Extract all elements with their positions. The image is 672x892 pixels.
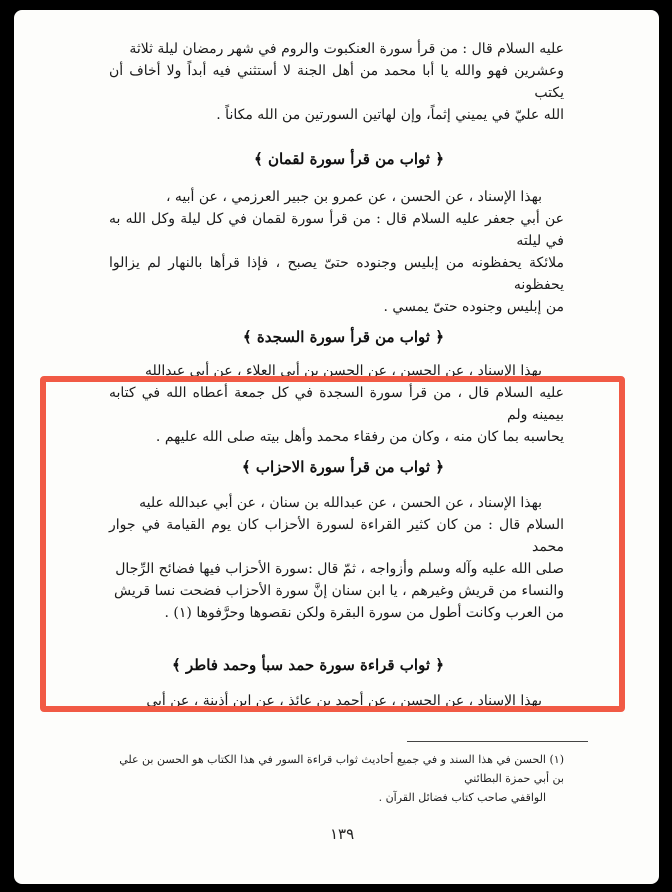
text-line: وعشرين فهو والله يا أبا محمد من أهل الجنة لا أستثني فيه أبداً ولا أخاف أن يكتب [109,63,564,101]
intro-paragraph [109,38,564,126]
text-line: عن أبي جعفر عليه السلام قال : من قرأ سورة لقمان في كل ليلة وكل الله به في ليلته [109,211,564,249]
text-line: والنساء من قريش وغيرهم ، يا ابن سنان إنَّ سورة الأحزاب فضحت نسا قريش [114,583,564,599]
page-number: ١٣٩ [330,825,355,843]
text-line: عليه السلام قال ، من قرأ سورة السجدة في كل جمعة أعطاه الله في كتابه بيمينه ولم [109,385,564,423]
text-line: من إبليس وجنوده حتىّ يمسي . [383,299,564,315]
text-line: عليه السلام قال : من قرأ سورة العنكبوت والروم في شهر رمضان ليلة ثلاثة [129,41,564,57]
ahzab-paragraph [109,492,564,624]
text-line: بهذا الإسناد ، عن الحسن ، عن الحسن بن أبي العلاء ، عن أبي عبدالله [144,363,542,379]
text-line: من العرب وكانت أطول من سورة البقرة ولكن نقصوها وحرَّفوها (١) . [164,605,564,621]
text-line: ملائكة يحفظونه من إبليس وجنوده حتىّ يصبح ، فإذا قرأها بالنهار لم يزالوا يحفظونه [109,255,564,293]
heading-saba: ﴿ ثواب قراءة سورة حمد سبأ وحمد فاطر ﴾ [171,656,444,674]
text-line: بهذا الإسناد ، عن الحسن ، عن عمرو بن جبير العرزمي ، عن أبيه ، [165,189,542,205]
text-line: بهذا الإسناد ، عن الحسن ، عن أحمد بن عائذ ، عن ابن أذينة ، عن أبي [146,693,542,709]
luqman-paragraph [109,186,564,318]
document-page [14,10,659,884]
heading-ahzab: ﴿ ثواب من قرأ سورة الاحزاب ﴾ [241,458,444,476]
text-line: بهذا الإسناد ، عن الحسن ، عن عبدالله بن سنان ، عن أبي عبدالله عليه [139,495,542,511]
text-line: صلى الله عليه وآله وسلم وأزواجه ، ثمّ قال :سورة الأحزاب فيها فضائح الرِّجال [115,561,564,577]
text-line: يحاسبه بما كان منه ، وكان من رفقاء محمد وأهل بيته صلى الله عليهم . [155,429,564,445]
footnote [109,750,564,807]
saba-paragraph [109,690,564,712]
footnote-line: (١) الحسن في هذا السند و في جميع أحاديث ثواب قراءة السور في هذا الكتاب هو الحسن بن علي بن أبي حمزة البطائني [119,753,564,785]
sajda-paragraph [109,360,564,448]
footnote-divider [407,741,588,742]
text-line: الله عليّ في يميني إثماً، وإن لهاتين السورتين من الله مكاناً . [216,107,564,123]
footnote-line: الواقفي صاحب كتاب فضائل القرآن . [378,791,546,804]
heading-sajda: ﴿ ثواب من قرأ سورة السجدة ﴾ [242,328,444,346]
text-line: السلام قال : من كان كثير القراءة لسورة الأحزاب كان يوم القيامة في جوار محمد [109,517,564,555]
heading-luqman: ﴿ ثواب من قرأ سورة لقمان ﴾ [253,150,444,168]
